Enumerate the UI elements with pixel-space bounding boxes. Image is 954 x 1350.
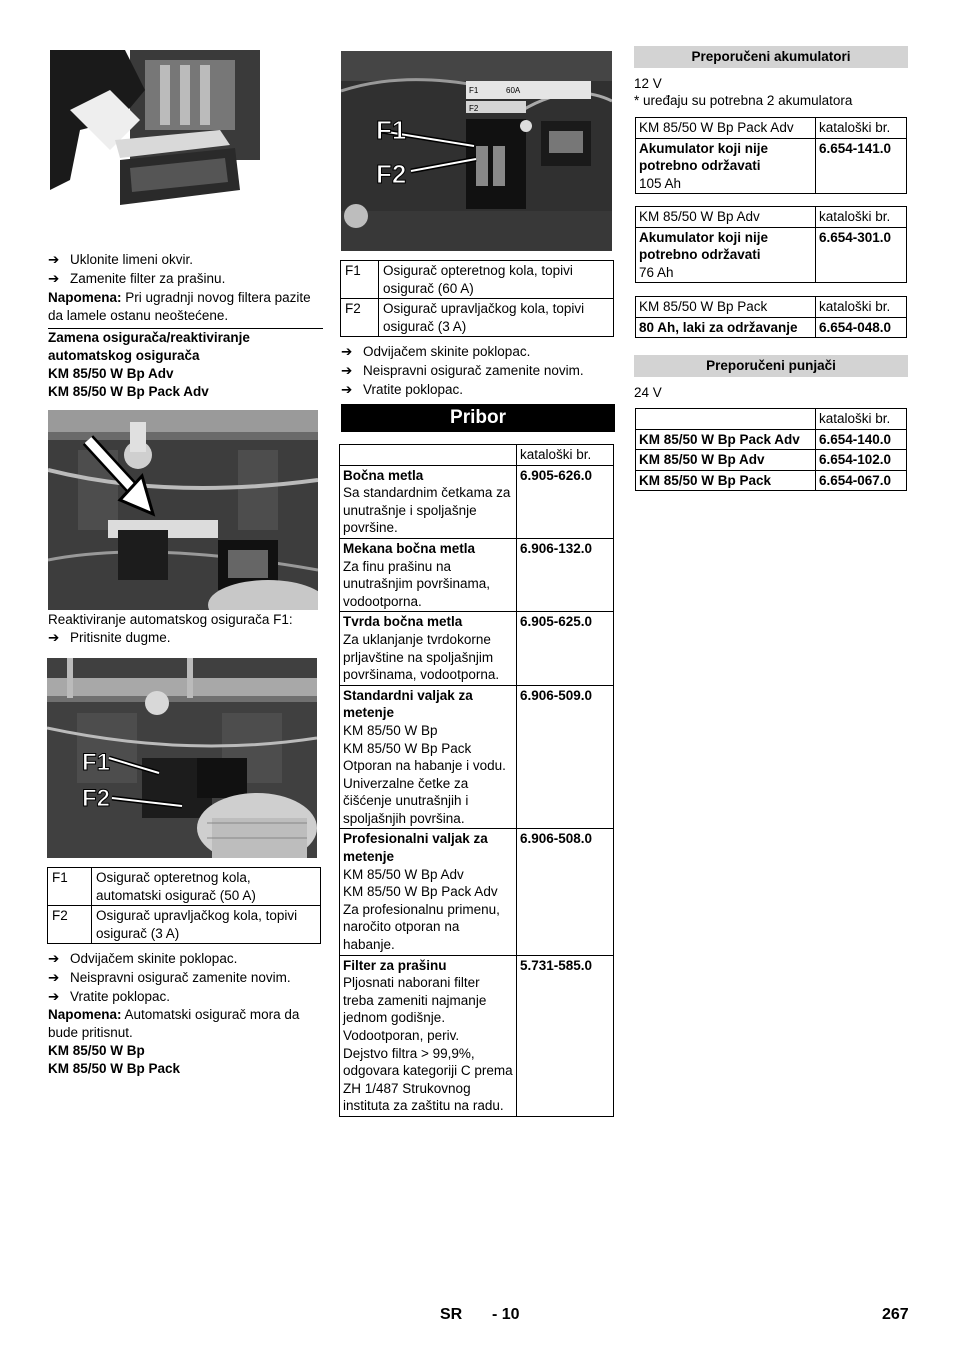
footer-subpage: - 10 bbox=[492, 1306, 520, 1323]
charger-model: KM 85/50 W Bp Pack Adv bbox=[636, 429, 816, 450]
fuse-id: F2 bbox=[341, 299, 379, 337]
auto-fuse-illustration bbox=[48, 410, 318, 610]
battery-table-pack bbox=[635, 296, 907, 338]
charger-table bbox=[635, 408, 907, 491]
accessory-name: Filter za prašinu bbox=[343, 957, 447, 973]
note-auto-fuse: Napomena: Automatski osigurač mora da bude pritisnut. bbox=[48, 1007, 300, 1040]
table-row bbox=[340, 465, 614, 538]
fuse-desc: Osigurač opteretnog kola, topivi osigurač (60 A) bbox=[379, 261, 614, 299]
battery-name: Akumulator koji nije potrebno održavati bbox=[639, 229, 769, 263]
photo-label-f1: F1 bbox=[376, 115, 407, 145]
arrow-right-icon: ➔ bbox=[341, 363, 353, 378]
column-header-catalog: kataloški br. bbox=[816, 297, 907, 318]
photo-label-f1: F1 bbox=[82, 749, 111, 776]
battery-model: KM 85/50 W Bp Adv bbox=[636, 207, 816, 228]
accessory-desc: Za uklanjanje tvrdokorne prljavštine na spoljašnjim površinama, vodootporna. bbox=[343, 631, 500, 683]
model-label-pack-adv: KM 85/50 W Bp Pack Adv bbox=[48, 384, 209, 399]
step-replace-filter: ➔ Zamenite filter za prašinu. bbox=[48, 271, 226, 286]
reactivate-caption: Reaktiviranje automatskog osigurača F1: bbox=[48, 612, 293, 627]
table-row bbox=[340, 685, 614, 829]
accessory-name: Bočna metla bbox=[343, 467, 424, 483]
accessory-desc: KM 85/50 W Bp Adv KM 85/50 W Bp Pack Adv Za profesionalnu primenu, naročito otporan na habanje. bbox=[343, 866, 500, 953]
accessory-name: Mekana bočna metla bbox=[343, 540, 476, 556]
accessory-desc: Pljosnati naborani filter treba zameniti najmanje jednom godišnje. Vodootporan, periv. Dejstvo filtra > 99,9%, odgovara kategoriji C prema ZH 1/487 Strukovnog instituta za zaštitu na radu. bbox=[343, 975, 513, 1114]
charger-model: KM 85/50 W Bp Adv bbox=[636, 450, 816, 471]
model-label-adv: KM 85/50 W Bp Adv bbox=[48, 366, 174, 381]
fuse-label-f1: F1 bbox=[469, 86, 479, 95]
photo-label-f2: F2 bbox=[82, 785, 111, 812]
charger-code: 6.654-140.0 bbox=[816, 429, 907, 450]
model-label-bp-pack: KM 85/50 W Bp Pack bbox=[48, 1061, 181, 1076]
table-header-row bbox=[636, 297, 907, 318]
footer-language: SR bbox=[440, 1306, 463, 1323]
fuse-label-amp: 60A bbox=[506, 86, 521, 95]
arrow-right-icon: ➔ bbox=[48, 989, 60, 1004]
accessory-code: 6.906-508.0 bbox=[517, 829, 614, 955]
fuse-table-middle bbox=[340, 260, 614, 337]
step-remove-frame: ➔ Uklonite limeni okvir. bbox=[48, 252, 194, 267]
table-header-row bbox=[340, 445, 614, 466]
column-header-catalog: kataloški br. bbox=[816, 409, 907, 430]
battery-code: 6.654-048.0 bbox=[816, 317, 907, 338]
battery-capacity: 105 Ah bbox=[639, 175, 682, 191]
table-row bbox=[340, 955, 614, 1116]
accessory-name: Profesionalni valjak za metenje bbox=[343, 831, 488, 865]
auto-fuse-photo bbox=[48, 410, 318, 610]
accessory-code: 6.906-509.0 bbox=[517, 685, 614, 829]
charger-model: KM 85/50 W Bp Pack bbox=[636, 470, 816, 491]
step-refit-cover: ➔ Vratite poklopac. bbox=[341, 382, 464, 397]
step-unscrew-cover: ➔ Odvijačem skinite poklopac. bbox=[341, 344, 531, 359]
accessory-code: 5.731-585.0 bbox=[517, 955, 614, 1116]
table-row bbox=[340, 829, 614, 955]
accessory-desc: KM 85/50 W Bp KM 85/50 W Bp Pack Otporan na habanje i vodu. Univerzalne četke za čišćenje unutrašnjih i spoljašnjih površina. bbox=[343, 722, 506, 826]
battery-model: KM 85/50 W Bp Pack bbox=[636, 297, 816, 318]
battery-note: * uređaju su potrebna 2 akumulatora bbox=[634, 93, 853, 108]
table-row bbox=[636, 138, 907, 194]
table-row bbox=[340, 538, 614, 611]
battery-code: 6.654-141.0 bbox=[816, 138, 907, 194]
table-row bbox=[341, 299, 614, 337]
column-header-catalog: kataloški br. bbox=[517, 445, 614, 466]
charger-voltage: 24 V bbox=[634, 385, 662, 400]
table-row bbox=[636, 450, 907, 471]
table-row bbox=[340, 612, 614, 685]
section-title-chargers: Preporučeni punjači bbox=[634, 355, 908, 377]
step-refit-cover: ➔ Vratite poklopac. bbox=[48, 989, 171, 1004]
accessory-desc: Za finu prašinu na unutrašnjim površinama, vodootporna. bbox=[343, 558, 491, 609]
photo-label-f2: F2 bbox=[376, 159, 407, 189]
accessory-code: 6.906-132.0 bbox=[517, 538, 614, 611]
fuse-desc: Osigurač upravljačkog kola, topivi osigurač (3 A) bbox=[379, 299, 614, 337]
filter-replacement-photo bbox=[50, 50, 260, 210]
table-row bbox=[48, 906, 321, 944]
fuse-box-photo-left bbox=[47, 658, 317, 858]
arrow-right-icon: ➔ bbox=[341, 344, 353, 359]
table-row bbox=[636, 470, 907, 491]
step-press-button: ➔ Pritisnite dugme. bbox=[48, 630, 171, 645]
section-title-batteries: Preporučeni akumulatori bbox=[634, 46, 908, 68]
fuse-id: F1 bbox=[48, 868, 92, 906]
table-header-row bbox=[636, 118, 907, 139]
fuse-id: F1 bbox=[341, 261, 379, 299]
battery-name: Akumulator koji nije potrebno održavati bbox=[639, 140, 769, 174]
fuse-box-photo-middle bbox=[341, 51, 612, 251]
table-header-row bbox=[636, 207, 907, 228]
fuse-box-illustration-left bbox=[47, 658, 317, 858]
arrow-right-icon: ➔ bbox=[48, 970, 60, 985]
table-header-row bbox=[636, 409, 907, 430]
fuse-label-f2: F2 bbox=[469, 104, 479, 113]
step-replace-fuse: ➔ Neispravni osigurač zamenite novim. bbox=[48, 970, 291, 985]
accessories-table bbox=[339, 444, 614, 1117]
column-header-catalog: kataloški br. bbox=[816, 207, 907, 228]
accessory-desc: Sa standardnim četkama za unutrašnje i spoljašnje površine. bbox=[343, 485, 511, 536]
note-filter: Napomena: Pri ugradnji novog filtera pazite da lamele ostanu neoštećene. bbox=[48, 290, 311, 323]
battery-capacity: 76 Ah bbox=[639, 264, 674, 280]
accessory-code: 6.905-625.0 bbox=[517, 612, 614, 685]
step-unscrew-cover: ➔ Odvijačem skinite poklopac. bbox=[48, 951, 238, 966]
charger-code: 6.654-102.0 bbox=[816, 450, 907, 471]
section-title-fuses: Zamena osigurača/reaktiviranje automatskog osigurača bbox=[48, 330, 250, 363]
fuse-desc: Osigurač upravljačkog kola, topivi osigurač (3 A) bbox=[92, 906, 321, 944]
model-label-bp: KM 85/50 W Bp bbox=[48, 1043, 145, 1058]
accessory-name: Tvrda bočna metla bbox=[343, 614, 463, 630]
battery-table-adv bbox=[635, 206, 907, 283]
accessory-name: Standardni valjak za metenje bbox=[343, 687, 473, 721]
fuse-box-illustration-middle bbox=[341, 51, 612, 251]
battery-model: KM 85/50 W Bp Pack Adv bbox=[636, 118, 816, 139]
section-title-pribor: Pribor bbox=[341, 404, 615, 432]
arrow-right-icon: ➔ bbox=[48, 630, 60, 645]
arrow-right-icon: ➔ bbox=[48, 271, 60, 286]
battery-voltage: 12 V bbox=[634, 76, 662, 91]
filter-replacement-illustration bbox=[50, 50, 260, 210]
arrow-right-icon: ➔ bbox=[48, 951, 60, 966]
arrow-right-icon: ➔ bbox=[341, 382, 353, 397]
table-row bbox=[636, 227, 907, 283]
fuse-id: F2 bbox=[48, 906, 92, 944]
step-replace-fuse: ➔ Neispravni osigurač zamenite novim. bbox=[341, 363, 584, 378]
table-row bbox=[636, 429, 907, 450]
table-row bbox=[636, 317, 907, 338]
charger-code: 6.654-067.0 bbox=[816, 470, 907, 491]
battery-code: 6.654-301.0 bbox=[816, 227, 907, 283]
fuse-desc: Osigurač opteretnog kola, automatski osigurač (50 A) bbox=[92, 868, 321, 906]
accessory-code: 6.905-626.0 bbox=[517, 465, 614, 538]
arrow-right-icon: ➔ bbox=[48, 252, 60, 267]
table-row bbox=[48, 868, 321, 906]
table-row bbox=[341, 261, 614, 299]
battery-table-pack-adv bbox=[635, 117, 907, 194]
battery-name: 80 Ah, laki za održavanje bbox=[636, 317, 816, 338]
fuse-table-left bbox=[47, 867, 321, 944]
footer-page-number: 267 bbox=[882, 1306, 909, 1323]
column-header-catalog: kataloški br. bbox=[816, 118, 907, 139]
